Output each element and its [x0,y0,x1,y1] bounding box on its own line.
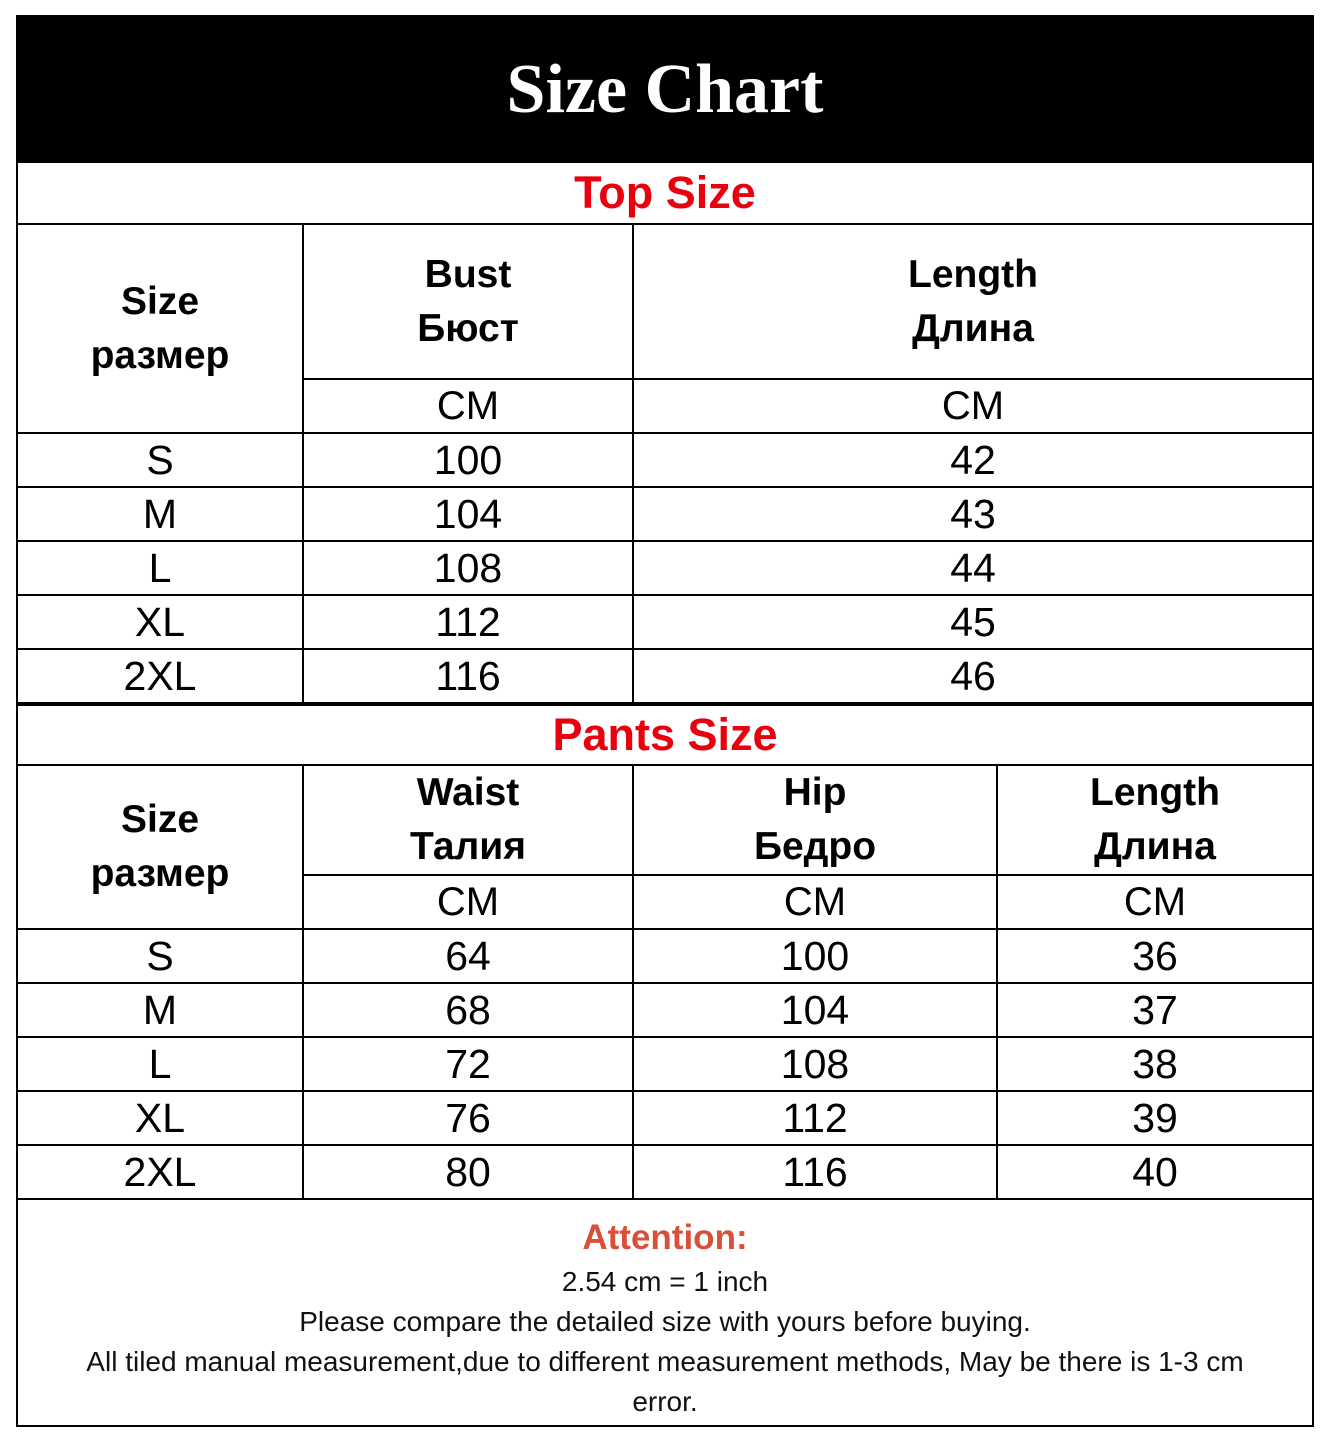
size-chart-sheet [16,15,1314,1427]
table-row [18,433,1312,487]
size-header-cell [18,766,303,929]
length-header-en: Length [908,252,1038,296]
bust-header-en: Bust [424,252,512,296]
size-header-en: Size [120,798,200,841]
length-header-en: Length [1090,771,1220,814]
table-row [18,649,1312,703]
waist-cell: 68 [303,983,633,1037]
table-row [18,929,1312,983]
table-row [18,1091,1312,1145]
table-row [18,983,1312,1037]
size-cell: S [18,929,303,983]
table-row [18,1145,1312,1199]
table-row [18,487,1312,541]
hip-cell: 112 [633,1091,997,1145]
table-row [18,595,1312,649]
size-cell: L [18,541,303,595]
size-cell: XL [18,1091,303,1145]
top-size-title: Top Size [18,163,1312,225]
size-cell: M [18,487,303,541]
length-cell: 36 [997,929,1312,983]
waist-header-ru: Талия [409,825,527,868]
waist-header-cell [303,766,633,875]
hip-header-cell [633,766,997,875]
attention-title: Attention: [582,1218,748,1257]
bust-cell: 116 [303,649,633,703]
size-header-en: Size [120,279,200,323]
length-unit: CM [633,379,1312,433]
length-cell: 43 [633,487,1312,541]
length-cell: 40 [997,1145,1312,1199]
title-bar [18,17,1312,163]
bust-cell: 104 [303,487,633,541]
waist-header-en: Waist [416,771,520,814]
hip-header-en: Hip [783,771,847,814]
length-header-ru: Длина [912,306,1034,350]
waist-cell: 80 [303,1145,633,1199]
waist-unit: CM [303,875,633,929]
attention-line: Please compare the detailed size with yours before buying. [299,1306,1031,1337]
attention-line: All tiled manual measurement,due to different measurement methods, May be there is 1-3 cm error. [86,1346,1244,1417]
length-header-cell [997,766,1312,875]
bust-cell: 100 [303,433,633,487]
waist-cell: 64 [303,929,633,983]
waist-cell: 72 [303,1037,633,1091]
hip-unit: CM [633,875,997,929]
hip-cell: 116 [633,1145,997,1199]
bust-header-cell [303,225,633,379]
length-cell: 42 [633,433,1312,487]
bust-header-ru: Бюст [417,306,519,350]
length-unit: CM [997,875,1312,929]
size-header-cell [18,225,303,433]
length-cell: 46 [633,649,1312,703]
top-size-table [18,225,1312,704]
length-header-ru: Длина [1094,825,1216,868]
table-row [18,1037,1312,1091]
length-cell: 37 [997,983,1312,1037]
size-cell: S [18,433,303,487]
bust-cell: 112 [303,595,633,649]
table-row [18,541,1312,595]
bust-cell: 108 [303,541,633,595]
size-cell: M [18,983,303,1037]
size-cell: 2XL [18,649,303,703]
length-cell: 44 [633,541,1312,595]
size-cell: XL [18,595,303,649]
page-title: Size Chart [506,51,824,128]
pants-size-table [18,766,1312,1200]
size-header-ru: размер [90,852,230,895]
length-header-cell [633,225,1312,379]
hip-cell: 104 [633,983,997,1037]
length-cell: 39 [997,1091,1312,1145]
waist-cell: 76 [303,1091,633,1145]
size-cell: L [18,1037,303,1091]
size-header-ru: размер [90,333,230,377]
size-cell: 2XL [18,1145,303,1199]
length-cell: 45 [633,595,1312,649]
bust-unit: CM [303,379,633,433]
attention-note [18,1198,1312,1425]
pants-size-title: Pants Size [18,704,1312,766]
length-cell: 38 [997,1037,1312,1091]
hip-cell: 100 [633,929,997,983]
hip-cell: 108 [633,1037,997,1091]
attention-line: 2.54 cm = 1 inch [561,1266,769,1297]
hip-header-ru: Бедро [753,825,877,868]
